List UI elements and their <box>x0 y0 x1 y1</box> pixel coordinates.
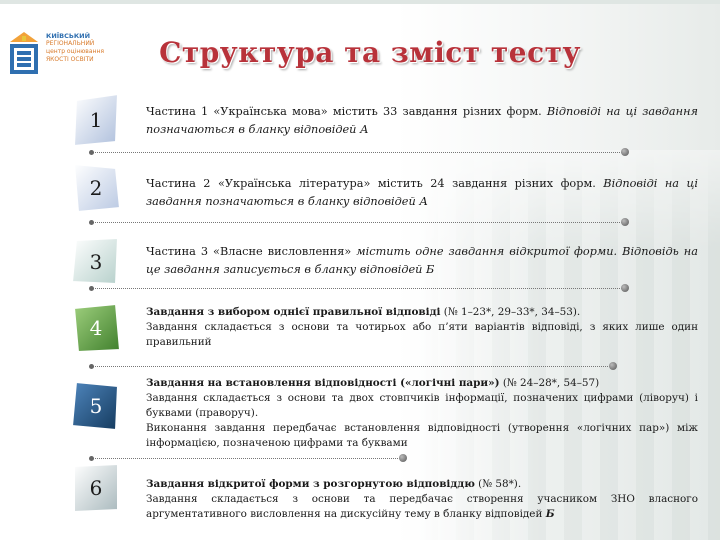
badge-1-number: 1 <box>89 108 103 132</box>
badge-1 <box>66 90 126 150</box>
item-4-heading: Завдання з вибором однієї правильної відповіді <box>146 306 441 318</box>
item-2-normal: Частина 2 «Українська література» містить 24 завдання різних форм. <box>146 177 604 190</box>
item-4-text <box>146 305 698 350</box>
item-2-text <box>146 175 698 211</box>
item-1-italic: Відповіді на ці завдання позначаються в бланку відповідей А <box>146 105 698 136</box>
badge-5-number: 5 <box>89 394 103 418</box>
badge-4-number: 4 <box>89 316 103 340</box>
slide-title: Структура та зміст тесту <box>159 36 581 69</box>
item-1-normal: Частина 1 «Українська мова» містить 33 завдання різних форм. <box>146 105 547 118</box>
badge-3-number: 3 <box>89 250 103 274</box>
separator-4 <box>92 366 612 367</box>
item-5-body-2: Виконання завдання передбачає встановлення відповідності (утворення «логічних пар») між інформацією, позначеною цифрами та буквами <box>146 422 698 449</box>
logo-line-1: КИЇВСЬКИЙ <box>46 32 91 40</box>
badge-2-number: 2 <box>89 176 103 200</box>
badge-6 <box>66 458 126 518</box>
logo-line-4: ЯКОСТІ ОСВІТИ <box>46 56 94 63</box>
logo-line-2: РЕГІОНАЛЬНИЙ <box>46 40 95 47</box>
logo-emblem-icon <box>6 30 42 78</box>
item-3-italic: містить одне завдання відкритої форми. Відповідь на це завдання записується в бланку відповідей Б <box>146 245 698 276</box>
item-5-heading-after: (№ 24–28*, 54–57) <box>499 377 600 389</box>
item-6-heading-after: (№ 58*). <box>474 478 522 490</box>
item-3-normal: Частина 3 «Власне висловлення» <box>146 245 357 258</box>
separator-2 <box>92 222 624 223</box>
item-6-text <box>146 477 698 522</box>
item-5-heading: Завдання на встановлення відповідності («логічні пари») <box>146 377 500 389</box>
item-4-heading-after: (№ 1–23*, 29–33*, 34–53). <box>440 306 581 318</box>
separator-1 <box>92 152 624 153</box>
item-6-body: Завдання складається з основи та передбачає створення учасником ЗНО власного аргументативного висловлення на дискусійну тему в бланку відповідей <box>146 493 698 520</box>
item-5-body: Завдання складається з основи та двох стовпчиків інформації, позначених цифрами (ліворуч) і буквами (праворуч). <box>146 392 698 419</box>
item-1-text <box>146 103 698 139</box>
item-2-italic: Відповіді на ці завдання позначаються в бланку відповідей А <box>146 177 698 208</box>
item-3-text <box>146 243 698 279</box>
badge-4 <box>66 298 126 358</box>
badge-6-number: 6 <box>89 476 103 500</box>
item-5-text <box>146 376 698 451</box>
item-4-body: Завдання складається з основи та чотирьох або п’яти варіантів відповіді, з яких лише один правильний <box>146 321 698 348</box>
badge-5 <box>66 376 126 436</box>
top-bar <box>0 0 720 4</box>
separator-3 <box>92 288 624 289</box>
item-6-body-end: Б <box>545 508 555 520</box>
item-6-heading: Завдання відкритої форми з розгорнутою відповіддю <box>146 478 475 490</box>
separator-5 <box>92 458 402 459</box>
organization-logo <box>6 24 116 84</box>
badge-2 <box>66 158 126 218</box>
badge-3 <box>66 232 126 292</box>
logo-line-3: центр оцінювання <box>46 48 104 55</box>
